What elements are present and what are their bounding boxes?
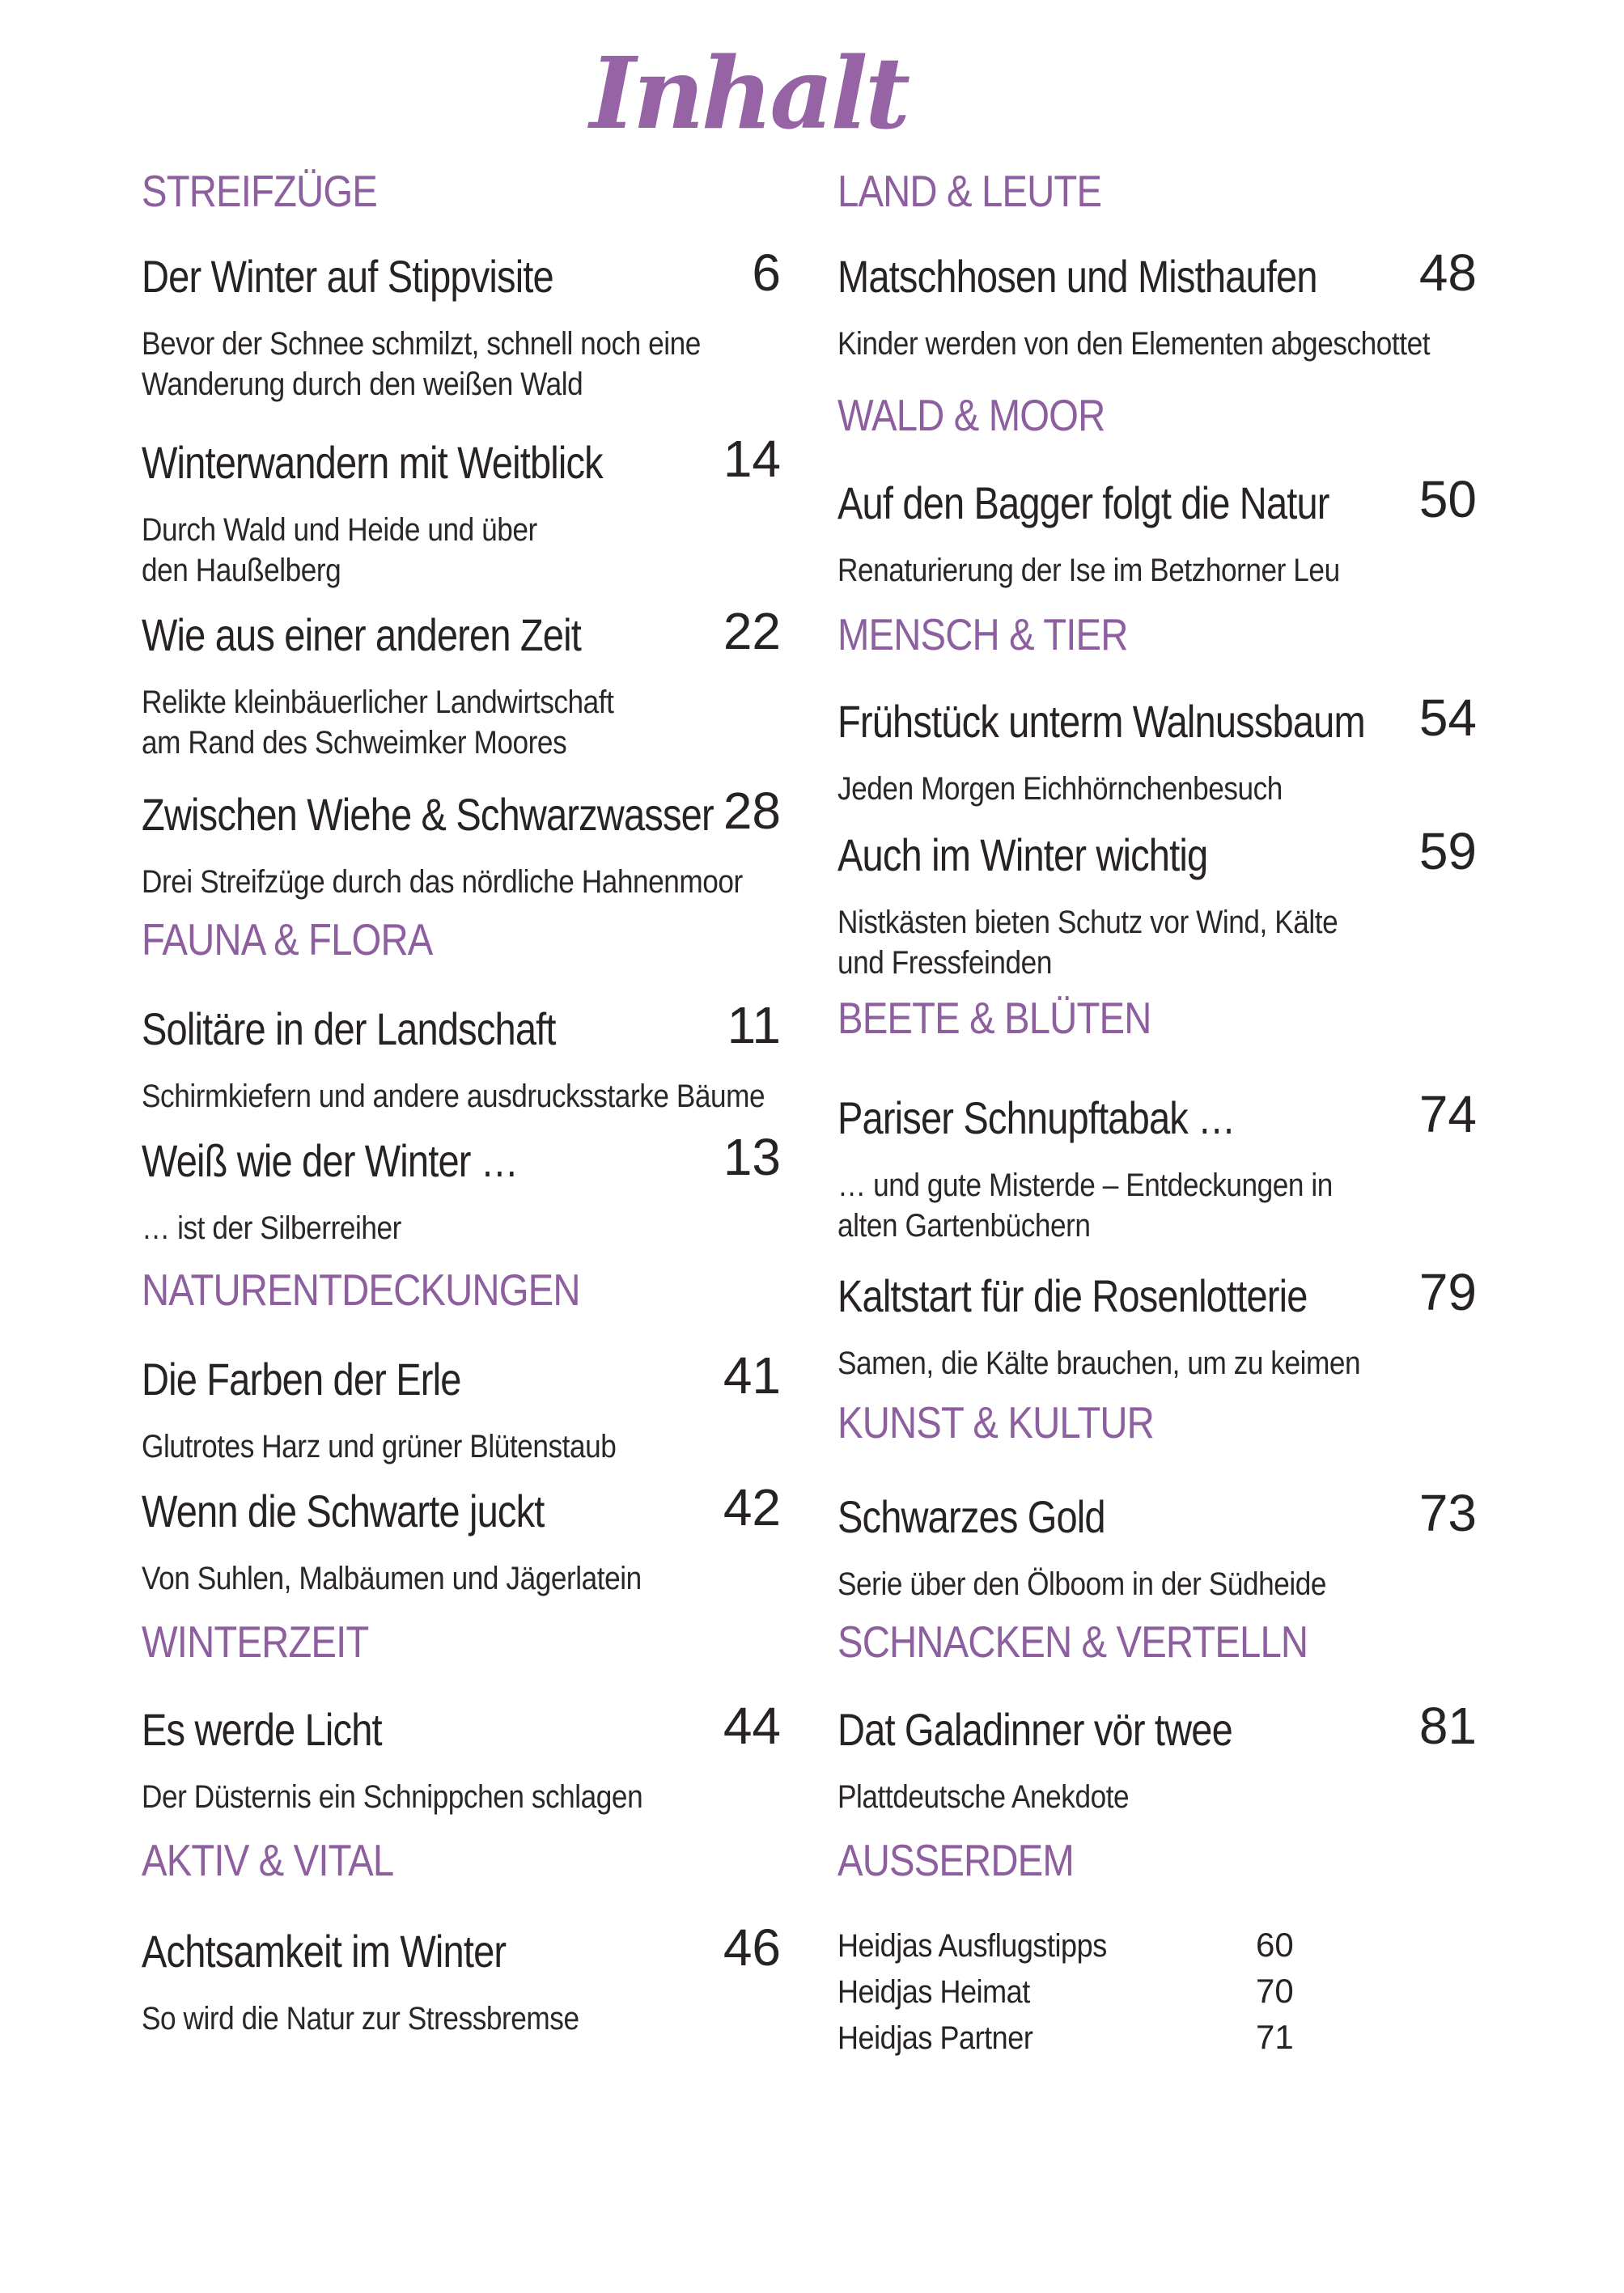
toc-entry [837, 1484, 1477, 1604]
toc-entry [837, 822, 1477, 983]
entry-page-number: 28 [723, 782, 781, 840]
entry-description-line: Durch Wald und Heide und über [142, 512, 537, 548]
entry-description-line: … und gute Misterde – Entdeckungen in [837, 1168, 1333, 1203]
toc-entry [142, 1478, 781, 1599]
section-heading-naturentdeckungen: NATURENTDECKUNGEN [142, 1265, 580, 1315]
section-heading-schnacken-vertelln: SCHNACKEN & VERTELLN [837, 1617, 1308, 1667]
entry-description-line: Von Suhlen, Malbäumen und Jägerlatein [142, 1561, 642, 1596]
toc-entry [837, 1085, 1477, 1246]
entry-title: Auch im Winter wichtig [837, 829, 1208, 880]
entry-title-row [142, 1128, 781, 1208]
entry-page-number: 59 [1418, 822, 1477, 880]
section-heading-wald-moor: WALD & MOOR [837, 390, 1105, 440]
section-heading-land-leute: LAND & LEUTE [837, 166, 1102, 216]
page-title: Inhalt [589, 35, 908, 151]
entry-description-line: Samen, die Kälte brauchen, um zu keimen [837, 1346, 1361, 1381]
entry-title-row [837, 1085, 1477, 1165]
toc-entry [837, 1263, 1477, 1384]
entry-page-number: 54 [1418, 689, 1477, 747]
entry-title: Frühstück unterm Walnussbaum [837, 696, 1365, 747]
toc-entry [142, 1918, 781, 2039]
entry-description-line: Wanderung durch den weißen Wald [142, 367, 583, 402]
entry-title: Der Winter auf Stippvisite [142, 251, 553, 302]
entry-page-number: 44 [723, 1697, 781, 1755]
entry-title: Pariser Schnupftabak … [837, 1092, 1236, 1143]
entry-title: Es werde Licht [142, 1704, 382, 1755]
toc-entry [142, 782, 781, 902]
entry-description-line: und Fressfeinden [837, 945, 1052, 981]
toc-entry [837, 470, 1477, 591]
entry-page-number: 46 [723, 1918, 781, 1977]
entry-title-row [142, 996, 781, 1076]
misc-item-label: Heidjas Heimat [837, 1974, 1030, 2010]
entry-description-line: Plattdeutsche Anekdote [837, 1779, 1130, 1815]
entry-title: Die Farben der Erle [142, 1354, 461, 1405]
toc-column-left [142, 0, 781, 2293]
entry-title-row [837, 1484, 1477, 1564]
misc-item-page: 71 [1256, 2018, 1294, 2056]
entry-title: Matschhosen und Misthaufen [837, 251, 1317, 302]
entry-description-line: Drei Streifzüge durch das nördliche Hahnenmoor [142, 864, 743, 900]
entry-description-line: Glutrotes Harz und grüner Blütenstaub [142, 1429, 617, 1464]
entry-page-number: 11 [727, 996, 781, 1054]
entry-title-row [142, 1697, 781, 1777]
entry-page-number: 42 [723, 1478, 781, 1536]
entry-description-line: Kinder werden von den Elementen abgeschottet [837, 326, 1431, 362]
entry-title-row [837, 1263, 1477, 1343]
misc-item-page: 60 [1256, 1926, 1294, 1964]
entry-description-line: den Haußelberg [142, 553, 341, 588]
entry-description-line: Renaturierung der Ise im Betzhorner Leu [837, 553, 1340, 588]
entry-page-number: 22 [723, 602, 781, 660]
entry-description-line: am Rand des Schweimker Moores [142, 725, 567, 761]
section-heading-fauna-flora: FAUNA & FLORA [142, 914, 433, 964]
section-heading-kunst-kultur: KUNST & KULTUR [837, 1397, 1154, 1447]
misc-item-label: Heidjas Ausflugstipps [837, 1928, 1107, 1964]
toc-entry [142, 1346, 781, 1467]
entry-page-number: 79 [1418, 1263, 1477, 1321]
section-heading-ausserdem: AUSSERDEM [837, 1835, 1074, 1885]
toc-entry [142, 1128, 781, 1248]
section-heading-streifzuege: STREIFZÜGE [142, 166, 377, 216]
section-heading-aktiv-vital: AKTIV & VITAL [142, 1835, 394, 1885]
entry-page-number: 41 [723, 1346, 781, 1405]
toc-entry [142, 996, 781, 1117]
entry-title-row [142, 244, 781, 324]
entry-page-number: 50 [1418, 470, 1477, 528]
section-heading-beete-blueten: BEETE & BLÜTEN [837, 993, 1151, 1043]
list-item [837, 1972, 1477, 2018]
entry-description-line: Nistkästen bieten Schutz vor Wind, Kälte [837, 905, 1338, 940]
entry-title: Winterwandern mit Weitblick [142, 437, 603, 488]
entry-description-line: Der Düsternis ein Schnippchen schlagen [142, 1779, 643, 1815]
entry-title: Wenn die Schwarte juckt [142, 1486, 545, 1536]
entry-page-number: 74 [1418, 1085, 1477, 1143]
entry-title: Wie aus einer anderen Zeit [142, 609, 581, 660]
list-item [837, 2018, 1477, 2064]
toc-entry [142, 430, 781, 591]
entry-description-line: … ist der Silberreiher [142, 1210, 401, 1246]
toc-entry [837, 689, 1477, 809]
section-heading-winterzeit: WINTERZEIT [142, 1617, 369, 1667]
entry-description-line: Schirmkiefern und andere ausdrucksstarke Bäume [142, 1079, 765, 1114]
entry-page-number: 13 [723, 1128, 781, 1186]
entry-description-line: Jeden Morgen Eichhörnchenbesuch [837, 771, 1283, 807]
entry-title: Solitäre in der Landschaft [142, 1003, 556, 1054]
toc-column-right [837, 0, 1477, 2293]
entry-description-line: Serie über den Ölboom in der Südheide [837, 1566, 1327, 1602]
toc-entry [142, 602, 781, 763]
entry-title-row [837, 822, 1477, 902]
entry-title-row [837, 689, 1477, 769]
entry-page-number: 14 [723, 430, 781, 488]
entry-description-line: So wird die Natur zur Stressbremse [142, 2001, 579, 2037]
misc-item-page: 70 [1256, 1972, 1294, 2010]
entry-page-number: 81 [1418, 1697, 1477, 1755]
entry-title: Weiß wie der Winter … [142, 1135, 519, 1186]
entry-title: Achtsamkeit im Winter [142, 1926, 507, 1977]
entry-title: Zwischen Wiehe & Schwarzwasser [142, 789, 714, 840]
entry-title: Auf den Bagger folgt die Natur [837, 477, 1329, 528]
entry-page-number: 6 [752, 244, 781, 302]
entry-title: Kaltstart für die Rosenlotterie [837, 1270, 1308, 1321]
section-heading-mensch-tier: MENSCH & TIER [837, 609, 1128, 659]
list-item [837, 1926, 1477, 1972]
toc-entry [837, 1697, 1477, 1817]
entry-title-row [142, 1918, 781, 1998]
entry-description-line: alten Gartenbüchern [837, 1208, 1091, 1244]
entry-title-row [142, 1346, 781, 1426]
misc-item-label: Heidjas Partner [837, 2020, 1033, 2056]
entry-title-row [142, 430, 781, 510]
entry-title-row [142, 782, 781, 862]
entry-title-row [142, 602, 781, 682]
entry-title-row [837, 1697, 1477, 1777]
entry-description-line: Relikte kleinbäuerlicher Landwirtschaft [142, 685, 614, 720]
entry-title-row [837, 470, 1477, 550]
toc-entry [142, 1697, 781, 1817]
entry-page-number: 48 [1418, 244, 1477, 302]
toc-entry [837, 244, 1477, 364]
entry-page-number: 73 [1418, 1484, 1477, 1542]
entry-title: Schwarzes Gold [837, 1491, 1105, 1542]
ausserdem-list [837, 1926, 1477, 2064]
toc-entry [142, 244, 781, 405]
entry-title-row [837, 244, 1477, 324]
entry-title-row [142, 1478, 781, 1558]
entry-description-line: Bevor der Schnee schmilzt, schnell noch eine [142, 326, 701, 362]
entry-title: Dat Galadinner vör twee [837, 1704, 1232, 1755]
